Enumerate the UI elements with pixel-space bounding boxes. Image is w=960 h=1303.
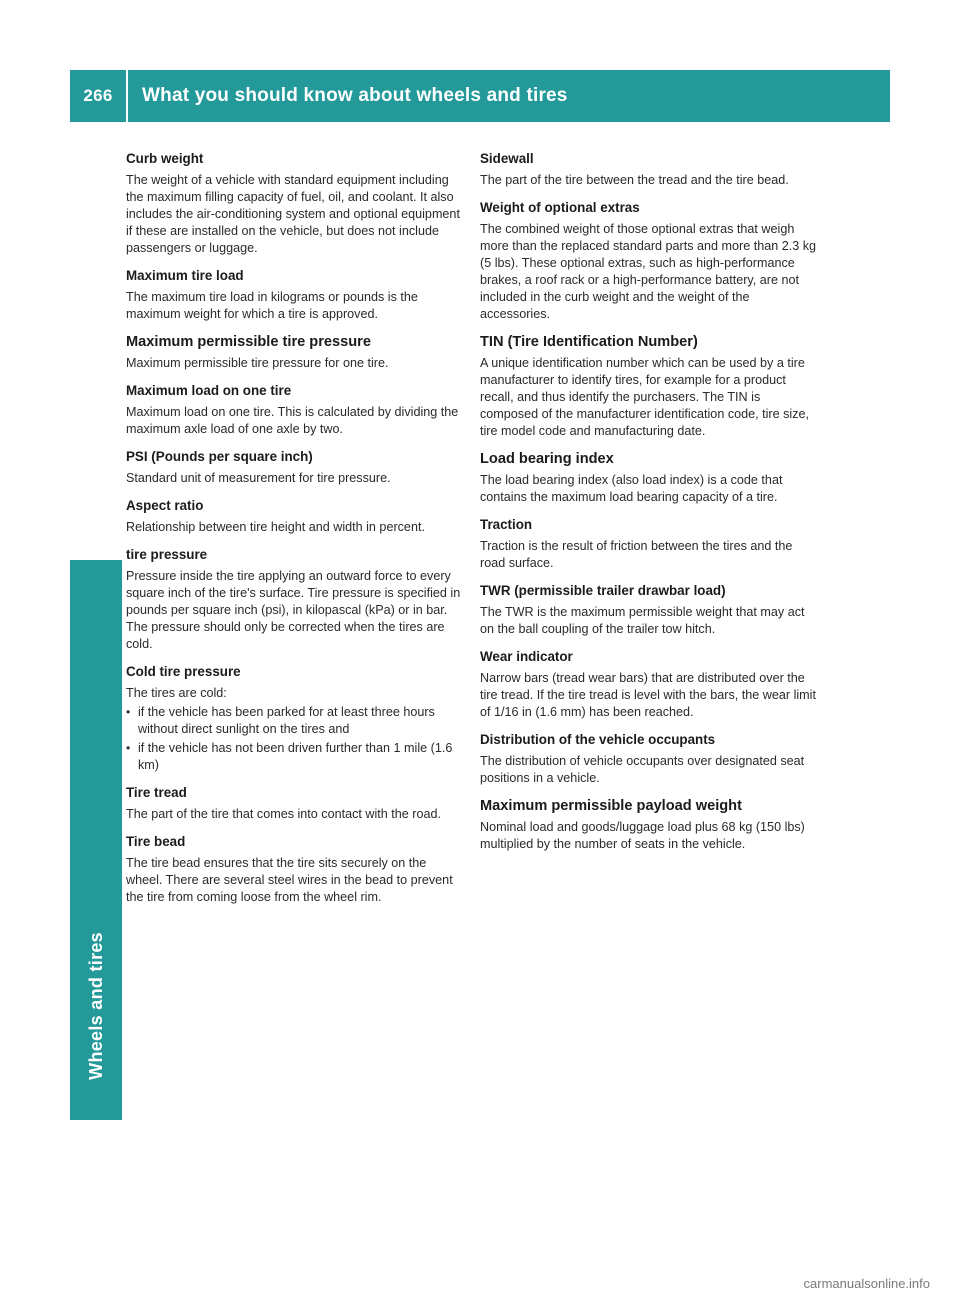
term-heading: PSI (Pounds per square inch) — [126, 449, 313, 464]
term-heading: Cold tire pressure — [126, 664, 241, 679]
term-heading: Load bearing index — [480, 451, 614, 467]
term-definition: The distribution of vehicle occupants over designated seat positions in a vehicle. — [480, 754, 805, 785]
side-tab — [70, 560, 122, 1120]
list-item: • if the vehicle has been parked for at least three hours without direct sunlight on the tires and — [126, 704, 464, 738]
term-definition: Maximum permissible tire pressure for one tire. — [126, 356, 389, 370]
bullet-list — [126, 704, 464, 774]
term-heading: Aspect ratio — [126, 498, 204, 513]
term-definition: The tire bead ensures that the tire sits securely on the wheel. There are several steel wires in the bead to prevent the tire from coming loose from the wheel rim. — [126, 856, 453, 904]
page-header — [70, 70, 890, 122]
term-definition: The part of the tire between the tread and the tire bead. — [480, 173, 789, 187]
term-definition: The tires are cold: — [126, 686, 227, 700]
term-definition: The load bearing index (also load index) is a code that contains the maximum load bearing capacity of a tire. — [480, 473, 783, 504]
term-heading: Sidewall — [480, 151, 534, 166]
side-tab-label: Wheels and tires — [85, 932, 106, 1080]
term-heading: Tire tread — [126, 785, 187, 800]
page-number: 266 — [83, 86, 113, 105]
term-definition: The maximum tire load in kilograms or pounds is the maximum weight for which a tire is approved. — [126, 290, 418, 321]
term-definition: The combined weight of those optional extras that weigh more than the replaced standard parts and more than 2.3 kg (5 lbs). These optional extras, such as high-performance brakes, a roof rack or a high-performance battery, are not included in the curb weight and the weight of the accessories. — [480, 222, 817, 321]
term-heading: Weight of optional extras — [480, 200, 640, 215]
term-definition: Traction is the result of friction between the tires and the road surface. — [480, 539, 793, 570]
term-heading: TIN (Tire Identification Number) — [480, 334, 698, 350]
watermark: carmanualsonline.info — [803, 1276, 930, 1291]
term-definition: Narrow bars (tread wear bars) that are distributed over the tire tread. If the tire tread is level with the bars, the wear limit of 1/16 in (1.6 mm) has been reached. — [480, 671, 816, 719]
term-heading: Tire bead — [126, 834, 186, 849]
term-heading: Maximum load on one tire — [126, 383, 292, 398]
term-definition: Pressure inside the tire applying an outward force to every square inch of the tire's surface. Tire pressure is specified in pounds per square inch (psi), in kilopascal (kPa) or in bar. The pressure should only be corrected when the tires are cold. — [126, 569, 461, 651]
page-title: What you should know about wheels and tires — [142, 85, 568, 106]
left-column — [126, 150, 464, 906]
term-heading: Traction — [480, 517, 533, 532]
term-heading: Wear indicator — [480, 649, 573, 664]
term-heading: tire pressure — [126, 547, 208, 562]
term-heading: Distribution of the vehicle occupants — [480, 732, 716, 747]
list-item: • if the vehicle has not been driven further than 1 mile (1.6 km) — [126, 740, 464, 774]
term-definition: Nominal load and goods/luggage load plus 68 kg (150 lbs) multiplied by the number of seats in the vehicle. — [480, 820, 805, 851]
term-definition: The TWR is the maximum permissible weight that may act on the ball coupling of the trailer tow hitch. — [480, 605, 805, 636]
term-heading: Maximum permissible tire pressure — [126, 334, 371, 350]
term-definition: The weight of a vehicle with standard equipment including the maximum filling capacity of fuel, oil, and coolant. It also includes the air-conditioning system and optional equipment if these are installed on the vehicle, but does not include passengers or luggage. — [126, 173, 460, 255]
term-definition: The part of the tire that comes into contact with the road. — [126, 807, 442, 821]
term-definition: A unique identification number which can be used by a tire manufacturer to identify tires, for example for a product recall, and thus identify the purchasers. The TIN is composed of the manufacturer identification code, tire size, tire model code and manufacturing date. — [480, 356, 810, 438]
term-heading: Maximum tire load — [126, 268, 244, 283]
term-definition: Maximum load on one tire. This is calculated by dividing the maximum axle load of one axle by two. — [126, 405, 459, 436]
term-definition: Standard unit of measurement for tire pressure. — [126, 471, 391, 485]
term-heading: Curb weight — [126, 151, 204, 166]
term-heading: TWR (permissible trailer drawbar load) — [480, 583, 726, 598]
right-column — [480, 150, 818, 853]
term-definition: Relationship between tire height and width in percent. — [126, 520, 425, 534]
term-heading: Maximum permissible payload weight — [480, 798, 742, 814]
